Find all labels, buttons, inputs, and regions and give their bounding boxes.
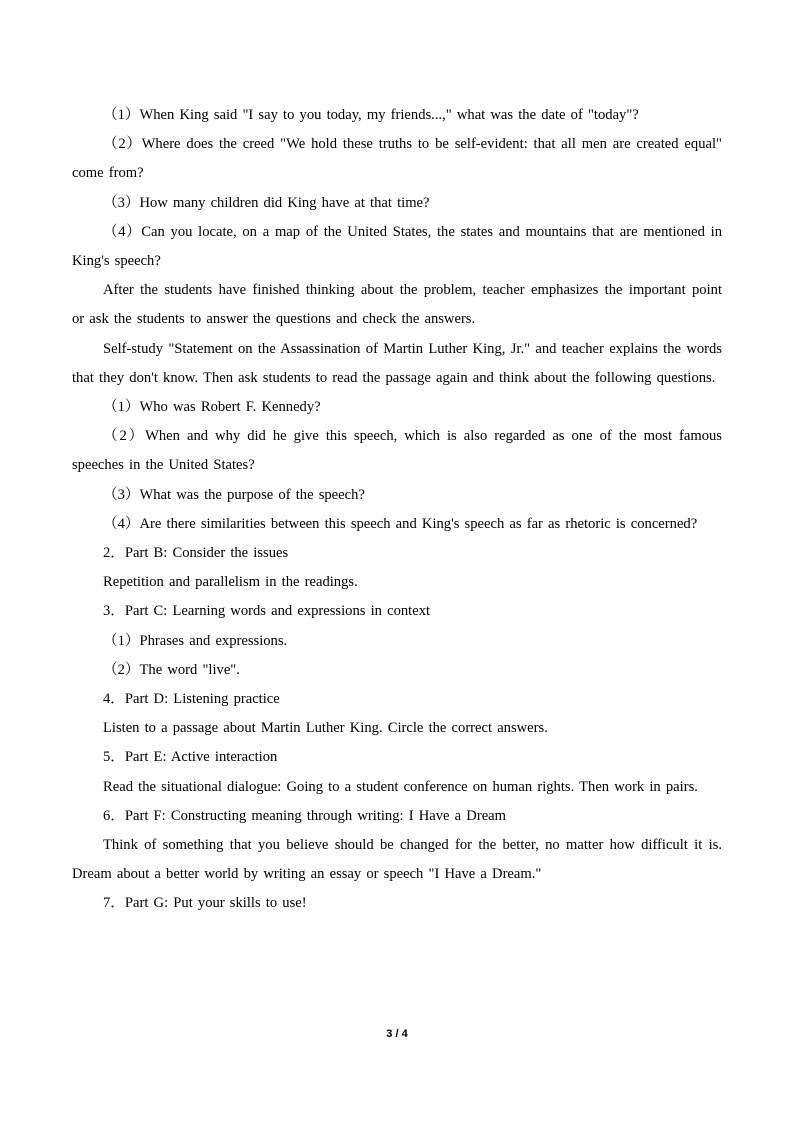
question-4-map-locations: （4）Can you locate, on a map of the United States, the states and mountains that are mentioned in King's speech? (72, 223, 722, 270)
section-heading-part-d: 4．Part D: Listening practice (103, 691, 280, 708)
question-1-robert-kennedy: （1）Who was Robert F. Kennedy? (103, 399, 321, 416)
item-word-live: （2）The word "live". (103, 661, 240, 678)
question-4-rhetoric: （4）Are there similarities between this speech and King's speech as far as rhetoric is concerned? (103, 515, 698, 532)
page-body (72, 101, 722, 919)
paragraph-part-b-body: Repetition and parallelism in the readings. (103, 574, 358, 591)
question-3-children-count: （3）How many children did King have at that time? (103, 194, 430, 211)
section-heading-part-b: 2．Part B: Consider the issues (103, 545, 289, 562)
paragraph-self-study: Self-study "Statement on the Assassination of Martin Luther King, Jr." and teacher explains the words that they don't know. Then ask students to read the passage again and think about the following questions. (72, 340, 722, 386)
item-phrases-expressions: （1）Phrases and expressions. (103, 632, 288, 649)
question-1-date-of-today: （1）When King said "I say to you today, my friends...," what was the date of "today"? (103, 107, 639, 123)
section-heading-part-f: 6．Part F: Constructing meaning through writing: I Have a Dream (103, 807, 506, 824)
section-heading-part-g: 7．Part G: Put your skills to use! (103, 895, 307, 912)
question-3-purpose: （3）What was the purpose of the speech? (103, 486, 365, 503)
page-number: 3 / 4 (386, 1028, 408, 1040)
paragraph-part-f-body: Think of something that you believe should be changed for the better, no matter how difficult it is. Dream about a better world by writing an essay or speech "I Have a Dream." (72, 837, 722, 883)
paragraph-teacher-emphasis: After the students have finished thinking about the problem, teacher emphasizes the important point or ask the students to answer the questions and check the answers. (72, 282, 722, 328)
paragraph-part-d-body: Listen to a passage about Martin Luther King. Circle the correct answers. (103, 720, 548, 737)
section-heading-part-c: 3．Part C: Learning words and expressions in context (103, 603, 431, 620)
question-2-creed-origin: （2）Where does the creed "We hold these truths to be self-evident: that all men are created equal" come from? (72, 136, 722, 182)
section-heading-part-e: 5．Part E: Active interaction (103, 749, 278, 766)
question-2-when-why-speech: （2）When and why did he give this speech, which is also regarded as one of the most famous speeches in the United States? (72, 428, 722, 474)
paragraph-part-e-body: Read the situational dialogue: Going to a student conference on human rights. Then work in pairs. (103, 778, 698, 795)
